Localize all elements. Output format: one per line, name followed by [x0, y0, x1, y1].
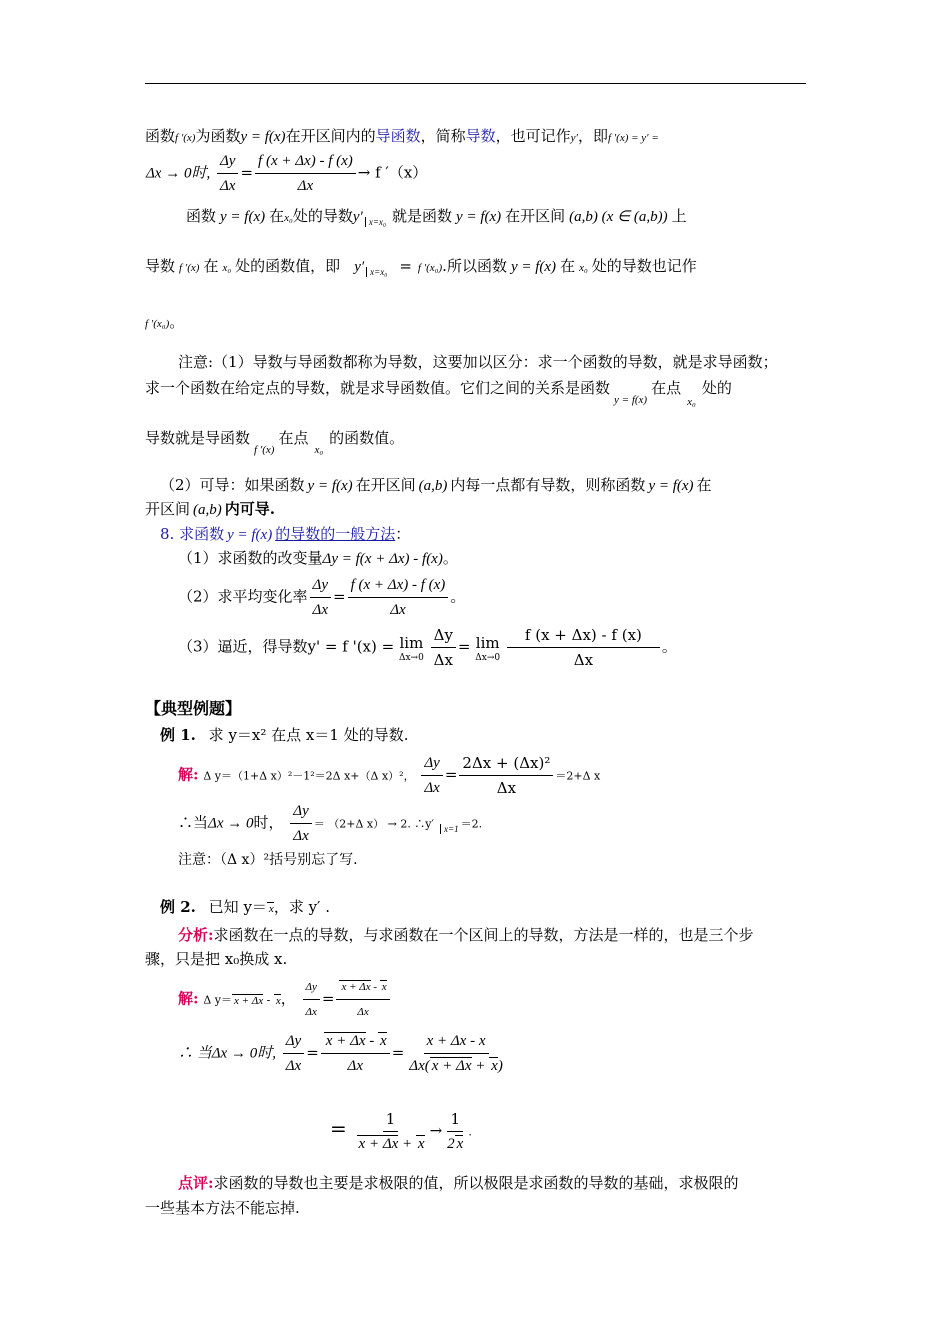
text: 在: [560, 257, 576, 275]
text: 内每一点都有导数，则称函数: [450, 476, 646, 494]
numerator: Δy: [303, 976, 320, 1000]
para-5: [145, 312, 184, 334]
numerator: Δy: [290, 800, 311, 824]
math: Δ y＝: [203, 993, 232, 1007]
para-4: [145, 256, 697, 282]
text: 骤，只是把 x₀换成 x.: [145, 950, 288, 968]
note-2-line-2: [145, 499, 275, 520]
numerator: f (x + Δx) - f (x): [255, 150, 356, 174]
denominator: Δx: [573, 651, 594, 669]
equals: =: [444, 765, 458, 784]
solution-label: 解:: [178, 765, 199, 784]
text: 注意：（Δ x）²括号别忘了写.: [178, 852, 358, 868]
text: ，也可记作: [495, 127, 571, 145]
fraction: [255, 150, 356, 197]
step-2: [178, 574, 465, 621]
text: 导数就是导函数: [145, 429, 251, 447]
text: +: [398, 1136, 416, 1152]
text: 导数: [145, 257, 176, 275]
text: 。: [442, 549, 458, 567]
math: ＝ （2+Δ x） → 2. ∴y′: [313, 817, 435, 831]
text: 在: [203, 257, 219, 275]
math: ＝2.: [460, 817, 483, 831]
math: f ′(x) = y′ =: [607, 132, 659, 144]
ex2-review-line-2: [145, 1198, 300, 1218]
math: (a,b) (x ∈ (a,b)): [569, 209, 668, 225]
ex2-solution-line-2: [178, 1030, 508, 1077]
math: Δx → 0时,: [146, 165, 211, 182]
math: y = f(x): [227, 527, 273, 543]
fraction: $\frac{x + \Delta x - x}{\Delta x}$: [336, 976, 389, 1023]
numerator: Δy: [283, 1030, 304, 1054]
ex1-solution-line-1: [178, 752, 600, 799]
text: 注意:（1）导数与导函数都称为导数，这要加以区分：求一个函数的导数，就是求导函数；: [178, 353, 778, 371]
math: → f ′（x）: [357, 163, 428, 182]
text: 8. 求函数: [160, 525, 225, 543]
fraction: [310, 574, 331, 621]
para-3: [186, 206, 687, 232]
limit: [399, 633, 424, 663]
text: 处的函数值，即: [235, 257, 341, 275]
equals: =: [306, 1043, 319, 1062]
fraction: [290, 800, 311, 847]
fraction: [406, 1030, 506, 1077]
text: 的导数的一般方法: [275, 525, 396, 543]
lim: lim: [399, 633, 424, 652]
numerator: Δy: [310, 574, 331, 598]
math: f ′(x): [254, 444, 275, 456]
fraction: [444, 1108, 466, 1155]
text: 在: [269, 207, 285, 225]
math: y′: [570, 132, 578, 144]
step-1: [178, 548, 458, 569]
math: ＝2+Δ x: [555, 769, 601, 783]
lim-sub: Δx→0: [398, 652, 424, 663]
analysis-label: 分析:: [178, 926, 214, 944]
denominator: Δx: [496, 779, 517, 797]
step-3: [178, 624, 677, 671]
text: 求函数在一点的导数，与求函数在一个区间上的导数，方法是一样的，也是三个步: [213, 926, 754, 944]
text: ，求 y′ .: [273, 898, 330, 916]
sqrt: x: [381, 981, 387, 993]
text: 就是函数: [392, 207, 453, 225]
fraction: [459, 752, 553, 799]
fraction: [354, 1108, 428, 1155]
denominator: Δx: [433, 651, 453, 669]
text: 求函数的导数也主要是求极限的值，所以极限是求函数的导数的基础，求极限的: [213, 1174, 739, 1192]
numerator: f (x + Δx) - f (x): [348, 574, 449, 598]
math: y' = f '(x) =: [307, 637, 395, 656]
lim: lim: [475, 633, 500, 652]
numerator: 2Δx + (Δx)²: [459, 752, 553, 776]
text: 时，: [253, 813, 284, 832]
lim-sub: Δx→0: [475, 652, 501, 663]
ex2-solution-line-3: [330, 1108, 472, 1155]
ex1-solution-line-2: [178, 800, 482, 847]
examples-heading: 【典型例题】: [145, 699, 242, 718]
equals: =: [399, 257, 412, 275]
term-derivative: 导数: [465, 127, 496, 145]
denominator: Δx: [357, 1006, 369, 1018]
sqrt: x + Δx: [233, 994, 264, 1007]
arrow: →: [429, 1121, 443, 1140]
text: ，: [280, 989, 296, 1008]
equals: =: [330, 1116, 347, 1141]
text: 在开区间内的: [285, 127, 376, 145]
sqrt: x: [275, 994, 281, 1007]
ex1-question: [160, 725, 408, 745]
math: f ′(x₀): [417, 262, 443, 274]
denominator: Δx: [293, 828, 309, 844]
math: y = f(x): [307, 478, 353, 494]
math: Δy = f(x + Δx) - f(x): [322, 551, 443, 567]
fraction: [303, 976, 320, 1023]
fraction: [348, 574, 449, 621]
text: 在点: [278, 429, 309, 447]
equals: =: [321, 989, 335, 1008]
text: ∴当: [178, 813, 209, 832]
math: y′: [352, 209, 363, 225]
text: （2）可导：如果函数: [160, 476, 305, 494]
numerator: x + Δx - x: [424, 1030, 489, 1054]
text: 2: [447, 1136, 455, 1152]
fraction: [507, 624, 660, 671]
fraction: [283, 1030, 304, 1077]
math: x₀: [222, 262, 232, 274]
note-1-line-3: [145, 428, 404, 460]
limit: [475, 633, 500, 663]
text: （3）逼近，得导数: [178, 637, 308, 656]
section-8-title: [160, 524, 410, 545]
text: 内可导.: [224, 500, 275, 518]
solution-label: 解:: [178, 989, 199, 1008]
math: x₀: [314, 444, 324, 456]
sqrt: x: [456, 1136, 464, 1152]
sqrt: x: [417, 1136, 425, 1152]
numerator: Δy: [217, 150, 238, 174]
numerator: 1: [383, 1108, 399, 1132]
numerator: 1: [447, 1108, 463, 1132]
text: 在开区间: [505, 207, 566, 225]
denominator: Δx: [305, 1006, 317, 1018]
label: 例 1.: [160, 726, 196, 744]
numerator: Δy: [421, 752, 442, 776]
text: 的函数值。: [329, 429, 405, 447]
fraction: [217, 150, 238, 197]
label: 例 2.: [160, 898, 196, 916]
text: .所以函数: [442, 257, 507, 275]
text: +: [471, 1058, 490, 1074]
ex2-question: [160, 897, 330, 919]
text: 在: [696, 476, 712, 494]
text: 函数: [186, 207, 217, 225]
text: ：: [395, 525, 411, 543]
text: .: [468, 1125, 472, 1139]
math: f ′(x₀): [145, 318, 170, 330]
text: 已知 y＝: [208, 898, 267, 916]
ex2-analysis-line-2: [145, 949, 287, 969]
math: y = f(x): [456, 209, 502, 225]
math: y′: [354, 259, 365, 275]
text: 处的导数也记作: [591, 257, 697, 275]
sqrt: x: [491, 1058, 498, 1074]
fraction: [421, 752, 442, 799]
math: y = f(x): [510, 259, 557, 275]
math: x₀: [579, 262, 588, 274]
math: (a,b): [193, 502, 222, 518]
text: Δx(: [409, 1058, 430, 1074]
para-1: [145, 126, 659, 148]
ex2-solution-line-1: [178, 976, 392, 1023]
ex2-review-line-1: [178, 1173, 739, 1193]
numerator: Δy: [431, 624, 456, 648]
denominator: Δx: [390, 602, 406, 618]
sqrt: x + Δx: [358, 1136, 399, 1152]
text: （2）求平均变化率: [178, 587, 308, 606]
sqrt: x: [268, 903, 274, 915]
math: x₀: [284, 212, 293, 224]
sqrt: x + Δx: [341, 981, 371, 993]
ex2-analysis-line-1: [178, 925, 754, 945]
math: ∴ 当Δx → 0时,: [178, 1045, 276, 1062]
sqrt: x + Δx: [325, 1033, 366, 1049]
denominator: Δx: [312, 602, 329, 618]
math: Δ y＝（1+Δ x）²－1²＝2Δ x+（Δ x）²，: [203, 769, 415, 783]
math: Δx → 0: [208, 815, 254, 832]
denominator: Δx: [285, 1058, 302, 1074]
text: 。: [661, 637, 677, 656]
condition: x=1: [440, 824, 459, 834]
text: 开区间: [145, 500, 191, 518]
text: ): [497, 1058, 503, 1074]
math: y = f(x): [648, 478, 694, 494]
equals: =: [457, 637, 471, 656]
math: x₀: [687, 396, 696, 408]
text: 在点: [651, 379, 682, 397]
text: 函数: [145, 127, 176, 145]
header-rule: [145, 83, 806, 84]
denominator: Δx: [347, 1058, 363, 1074]
para-2: [146, 150, 427, 197]
term-derivative-function: 导函数: [375, 127, 421, 145]
text: 一些基本方法不能忘掉.: [145, 1199, 300, 1217]
math: y = f(x): [220, 209, 266, 225]
condition: x=x₀: [365, 217, 386, 227]
review-label: 点评:: [178, 1174, 214, 1192]
text: 求一个函数在给定点的导数，就是求导函数值。它们之间的关系是函数: [145, 379, 611, 397]
fraction: $\frac{x + \Delta x - x}{\Delta x}$: [321, 1030, 390, 1077]
text: 。: [169, 313, 185, 331]
math: -: [263, 993, 274, 1007]
math: f ′(x): [175, 132, 196, 144]
denominator: Δx: [297, 178, 314, 194]
math: f ′(x): [179, 262, 200, 274]
text: 。: [450, 587, 466, 606]
text: 处的导数: [292, 207, 353, 225]
equals: =: [391, 1043, 405, 1062]
text: 为函数: [195, 127, 241, 145]
ex1-note: [178, 849, 358, 870]
condition: x=x₀: [366, 267, 387, 277]
sqrt: x: [380, 1033, 387, 1049]
text: 处的: [701, 379, 732, 397]
math: y = f(x): [614, 394, 648, 406]
text: ，即: [577, 127, 608, 145]
numerator: f (x + Δx) - f (x): [507, 624, 660, 648]
text: 在开区间: [355, 476, 416, 494]
note-1-line-1: [178, 352, 778, 372]
denominator: Δx: [220, 178, 236, 194]
math: y = f(x): [240, 129, 286, 145]
text: 求 y＝x² 在点 x＝1 处的导数.: [208, 726, 409, 744]
text: ，简称: [420, 127, 466, 145]
text: 上: [671, 207, 687, 225]
denominator: Δx: [424, 780, 440, 796]
fraction: [431, 624, 456, 671]
note-1-line-2: [145, 378, 732, 412]
math: (a,b): [418, 478, 448, 494]
text: （1）求函数的改变量: [178, 549, 323, 567]
sqrt: x + Δx: [431, 1058, 472, 1074]
note-2-line-1: [160, 475, 712, 496]
equals: =: [240, 163, 254, 182]
equals: =: [333, 587, 346, 606]
